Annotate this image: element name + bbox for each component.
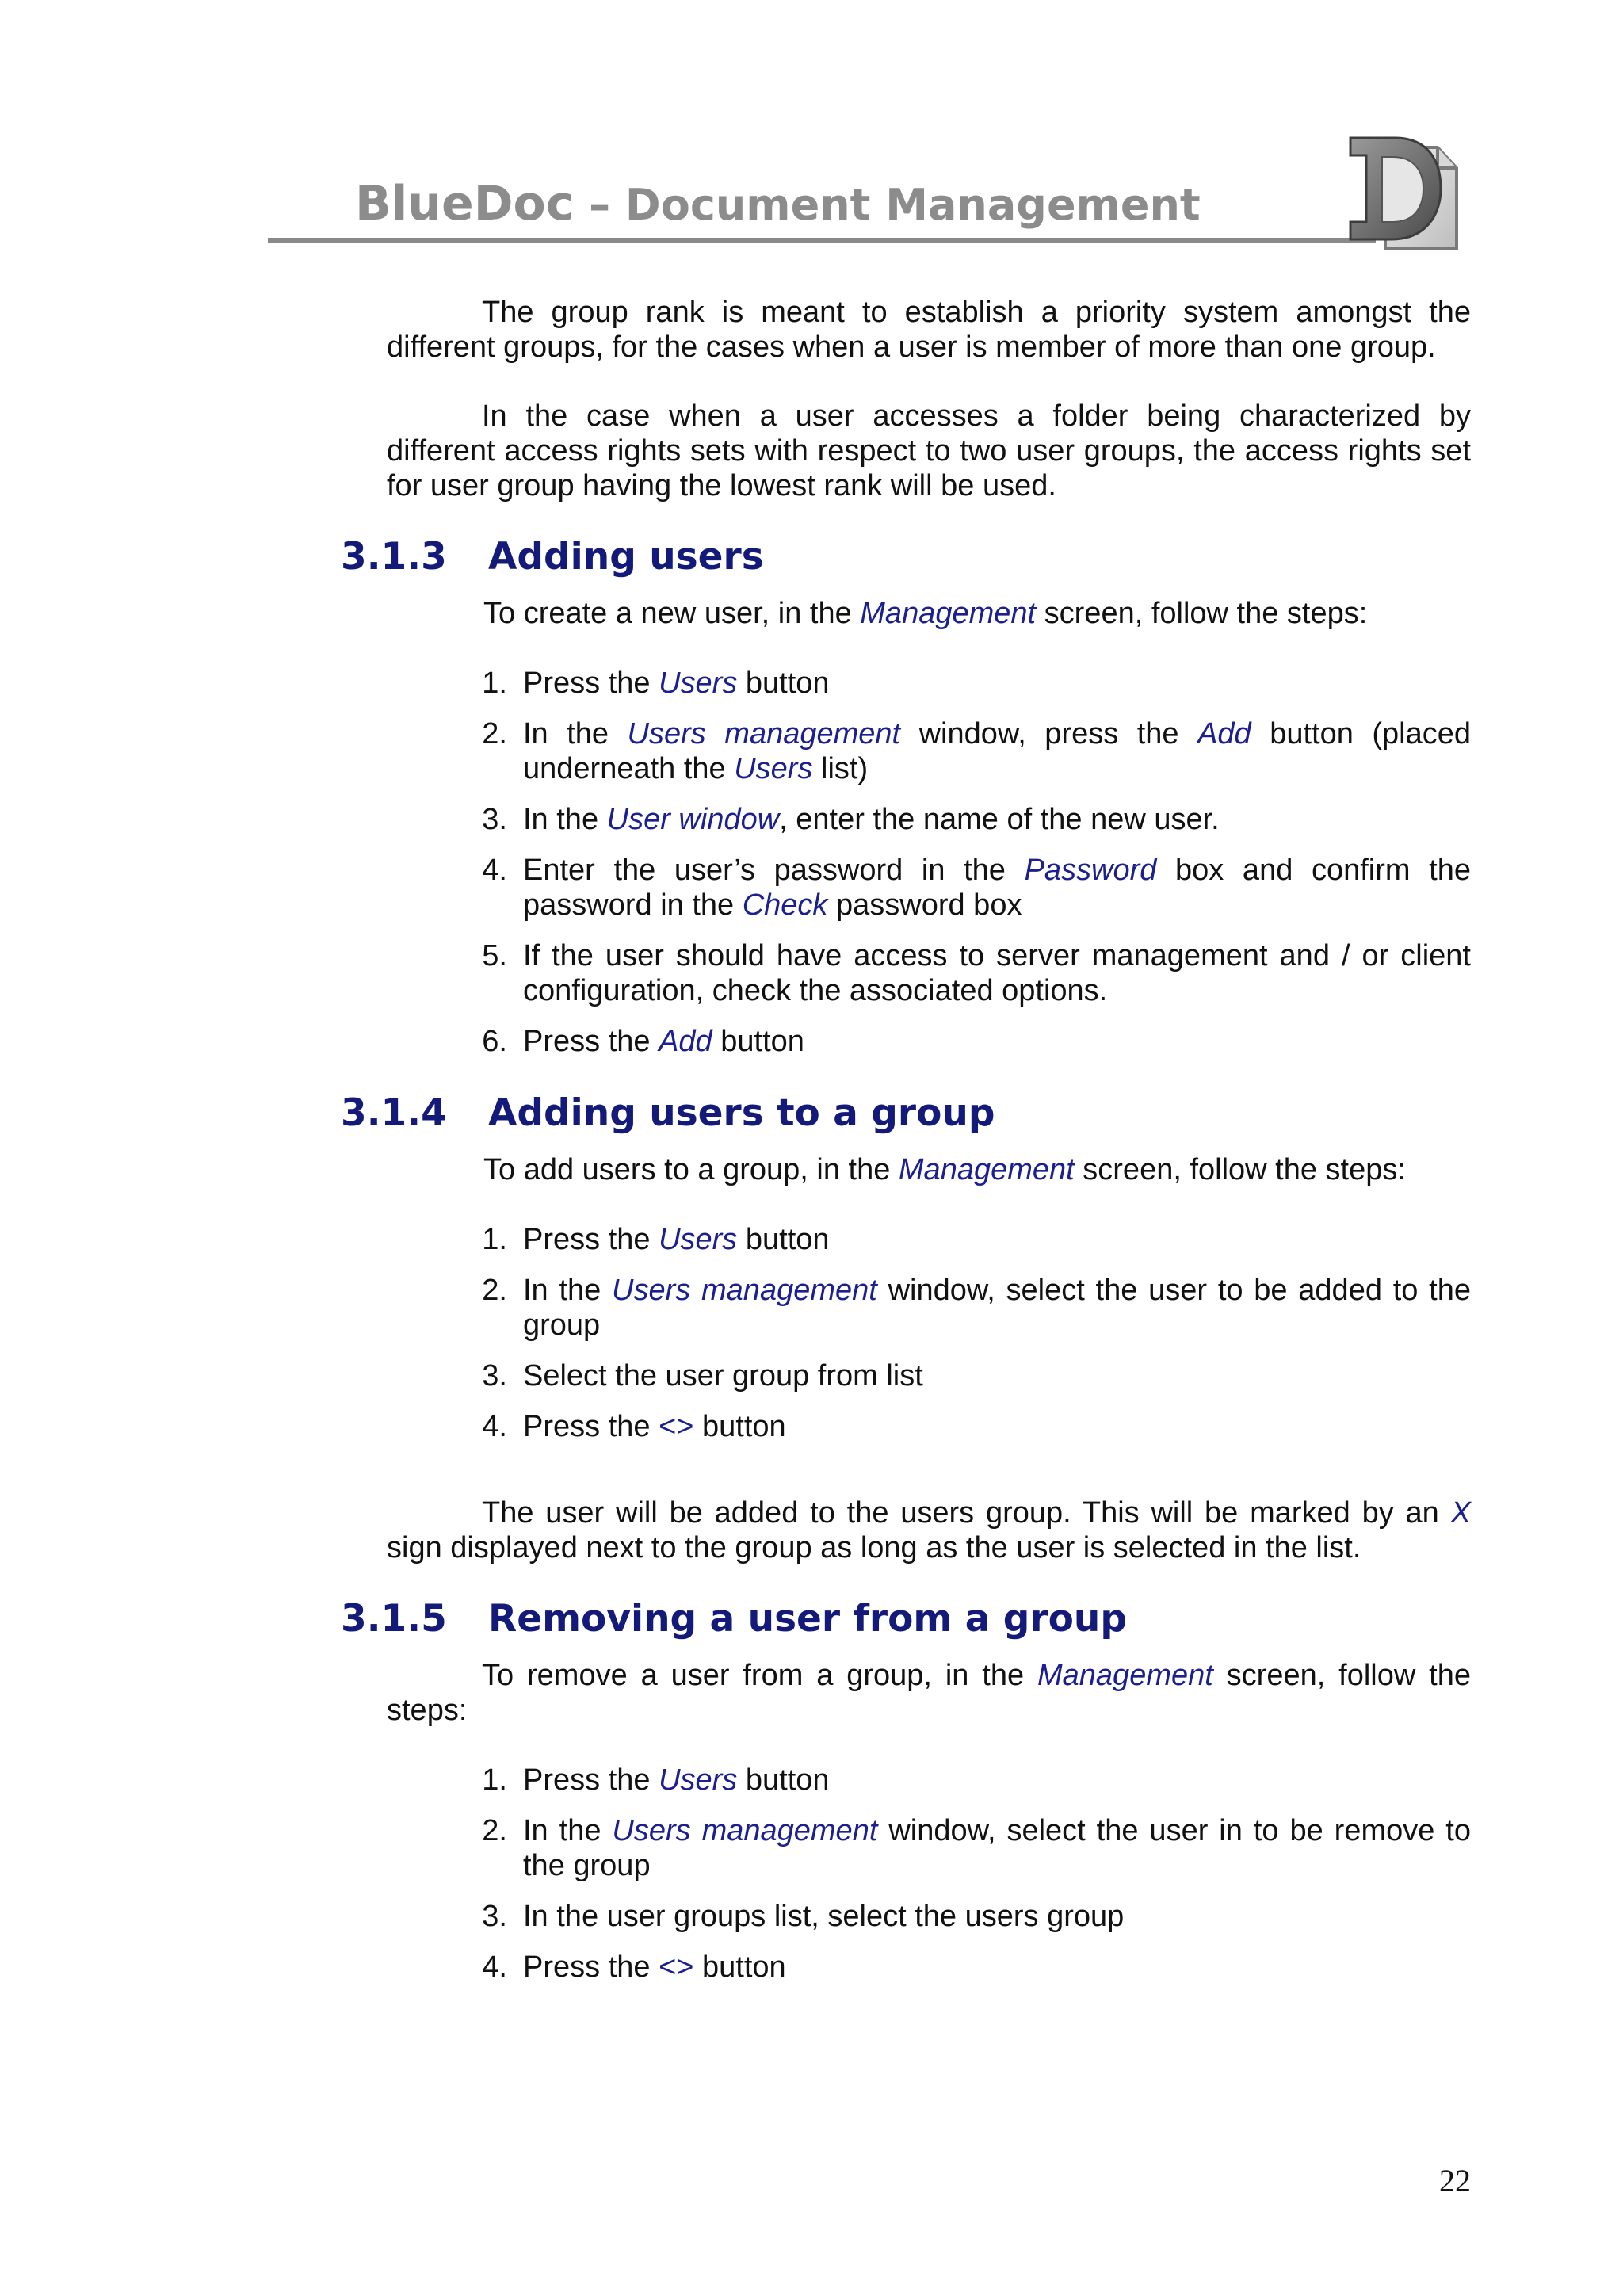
list-number: 5. (482, 939, 507, 972)
list-item (482, 1409, 1471, 1444)
section-number: 3.1.3 (341, 535, 447, 579)
list-item (482, 1813, 1471, 1883)
step-text: In the (523, 1814, 613, 1847)
step-text: Press the (523, 1763, 659, 1797)
list-item (482, 1950, 1471, 1985)
step-text: box and confirm the password in the (523, 854, 1471, 922)
step-text: , enter the name of the new user. (779, 803, 1220, 836)
list-number: 3. (482, 803, 507, 836)
list-number: 3. (482, 1359, 507, 1392)
intro-text: screen, follow the steps: (387, 1659, 1472, 1727)
paragraph-text: sign displayed next to the group as long as the user is selected in the list. (387, 1531, 1361, 1564)
step-text: window, select the user to be added to the group (523, 1274, 1471, 1342)
list-number: 2. (482, 1814, 507, 1847)
section-intro (387, 1658, 1471, 1728)
paragraph-access-rights (387, 399, 1471, 503)
step-text: button (placed underneath the (523, 717, 1472, 785)
list-item (482, 853, 1471, 923)
list-number: 2. (482, 1274, 507, 1307)
step-text: button (737, 1763, 830, 1797)
intro-text: To create a new user, in the (483, 597, 861, 630)
list-item (482, 1024, 1471, 1059)
step-text: In the (523, 803, 607, 836)
list-item (482, 1899, 1471, 1934)
step-text: button (712, 1025, 804, 1058)
section-title: Adding users to a group (488, 1091, 995, 1135)
section-heading-adding-users (341, 535, 764, 579)
list-item (482, 1222, 1471, 1257)
step-text: Select the user group from list (523, 1359, 923, 1392)
list-number: 2. (482, 717, 507, 751)
intro-keyword: Management (898, 1153, 1075, 1186)
step-text: window, press the (900, 717, 1198, 751)
section-title: Adding users (488, 535, 764, 579)
intro-text: screen, follow the steps: (1074, 1153, 1406, 1186)
step-text: password box (827, 888, 1022, 922)
step-text: window, select the user in to be remove to the group (523, 1814, 1471, 1882)
step-keyword: Add (1197, 717, 1251, 751)
section-title: Removing a user from a group (488, 1597, 1128, 1641)
steps-list-adding-users (482, 666, 1472, 1059)
step-keyword: Add (659, 1025, 712, 1058)
step-keyword: Password (1024, 854, 1157, 887)
step-keyword: Users management (627, 717, 901, 751)
list-number: 1. (482, 1223, 507, 1256)
steps-list-removing-user (482, 1763, 1471, 1985)
step-text: In the user groups list, select the users group (523, 1900, 1125, 1933)
intro-text: screen, follow the steps: (1036, 597, 1368, 630)
list-number: 1. (482, 667, 507, 700)
step-text: Press the (523, 667, 659, 700)
list-item (482, 666, 1471, 701)
list-number: 3. (482, 1900, 507, 1933)
list-item (482, 716, 1472, 786)
list-number: 6. (482, 1025, 507, 1058)
step-text: Press the (523, 1950, 659, 1984)
list-number: 4. (482, 1410, 507, 1443)
step-text: button (737, 667, 830, 700)
step-text: list) (812, 752, 869, 785)
header-subtitle: Document Management (624, 180, 1201, 230)
paragraph-text: The group rank is meant to establish a priority system amongst the different groups, for the cases when a user is member of more than one group. (387, 296, 1471, 364)
step-keyword: Users (659, 667, 738, 700)
section-number: 3.1.4 (341, 1091, 447, 1135)
intro-text: To remove a user from a group, in the (482, 1659, 1037, 1692)
list-item (482, 1273, 1471, 1343)
list-item (482, 1763, 1471, 1797)
list-item (482, 1358, 1471, 1393)
step-keyword: <> (659, 1950, 694, 1984)
step-keyword: Users (659, 1223, 738, 1256)
step-text: Enter the user’s password in the (523, 854, 1025, 887)
section-heading-removing-user (341, 1597, 1127, 1641)
step-text: In the (523, 717, 628, 751)
step-text: button (693, 1410, 786, 1443)
step-text: In the (523, 1274, 613, 1307)
intro-keyword: Management (1037, 1659, 1213, 1692)
header-brand: BlueDoc (355, 176, 575, 231)
step-keyword: <> (659, 1410, 694, 1443)
bluedoc-d-logo-icon (1344, 133, 1465, 254)
header-title (355, 176, 1201, 231)
step-text: If the user should have access to server management and / or client configuration, check the associated options. (523, 939, 1471, 1007)
step-text: button (693, 1950, 786, 1984)
section-heading-adding-users-to-group (341, 1091, 995, 1135)
section-intro (483, 1152, 1471, 1187)
list-number: 4. (482, 1950, 507, 1984)
section-intro (483, 596, 1471, 631)
list-number: 4. (482, 854, 507, 887)
intro-keyword: Management (860, 597, 1037, 630)
step-text: Press the (523, 1223, 659, 1256)
step-keyword: Users management (612, 1274, 877, 1307)
page-number: 22 (1439, 2163, 1471, 2199)
steps-list-adding-users-to-group (482, 1222, 1471, 1444)
step-keyword: Users (734, 752, 813, 785)
step-keyword: Check (742, 888, 828, 922)
list-number: 1. (482, 1763, 507, 1797)
paragraph-text: The user will be added to the users group. This will be marked by an (482, 1496, 1451, 1530)
paragraph-group-rank (387, 295, 1471, 365)
step-keyword: Users management (612, 1814, 878, 1847)
list-item (482, 802, 1471, 837)
step-text: Press the (523, 1025, 659, 1058)
step-keyword: Users (659, 1763, 738, 1797)
step-text: button (737, 1223, 830, 1256)
header-dash: – (574, 180, 625, 230)
paragraph-user-added (387, 1496, 1471, 1565)
step-text: Press the (523, 1410, 659, 1443)
paragraph-keyword: X (1450, 1496, 1471, 1530)
paragraph-text: In the case when a user accesses a folder being characterized by different access rights sets with respect to two user groups, the access rights set for user group having the lowest rank will be used. (387, 399, 1471, 502)
step-keyword: User window (606, 803, 780, 836)
header-rule (268, 238, 1376, 243)
section-number: 3.1.5 (341, 1597, 447, 1641)
intro-text: To add users to a group, in the (483, 1153, 899, 1186)
list-item (482, 938, 1471, 1008)
